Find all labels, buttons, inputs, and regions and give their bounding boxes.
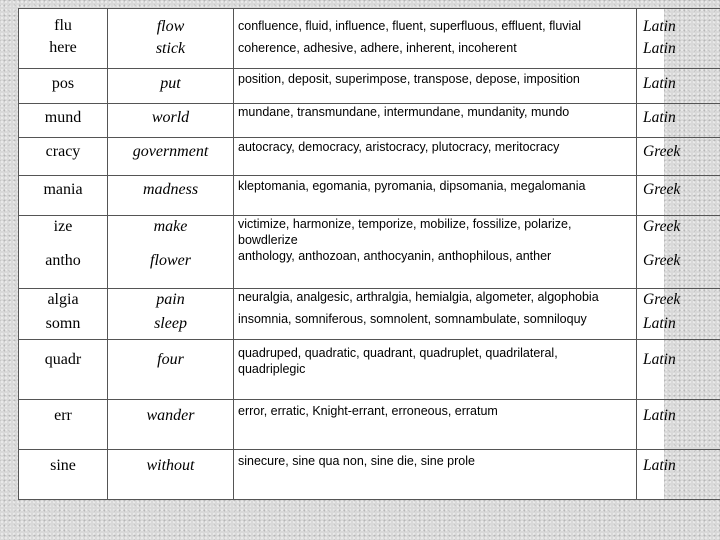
examples-text: insomnia, somniferous, somnolent, somnambulate, somniloquy (238, 312, 587, 326)
meaning-text: madness (142, 181, 199, 198)
root-cell (19, 450, 108, 500)
table-row (19, 289, 720, 340)
meaning-cell (108, 289, 234, 340)
root-text: quadr (44, 351, 82, 368)
meaning-cell (108, 69, 234, 104)
origin-text: Latin (643, 75, 676, 92)
examples-text: autocracy, democracy, aristocracy, plutocracy, meritocracy (238, 140, 560, 154)
origin-text: Latin (643, 315, 676, 332)
root-cell (19, 9, 108, 69)
meaning-text: without (146, 457, 195, 474)
meaning-text: government (132, 143, 209, 160)
root-text: cracy (45, 143, 81, 160)
origin-cell (637, 176, 720, 216)
origin-text: Latin (643, 40, 676, 57)
origin-text: Greek (643, 218, 681, 235)
origin-text: Latin (643, 407, 676, 424)
root-text: here (49, 39, 77, 56)
origin-text: Greek (643, 143, 681, 160)
root-cell (19, 400, 108, 450)
root-cell (19, 104, 108, 138)
word-roots-table-container (18, 8, 681, 500)
table-row (19, 450, 720, 500)
table-row (19, 176, 720, 216)
meaning-text: flow (156, 18, 185, 35)
examples-text: position, deposit, superimpose, transpose, depose, imposition (238, 72, 580, 86)
examples-cell (234, 289, 637, 340)
meaning-cell (108, 176, 234, 216)
examples-text: quadriplegic (238, 362, 306, 376)
origin-cell (637, 138, 720, 176)
origin-text: Latin (643, 109, 676, 126)
root-cell (19, 340, 108, 400)
root-text: mania (43, 181, 83, 198)
meaning-text: make (153, 218, 188, 235)
meaning-text: stick (155, 40, 186, 57)
examples-cell (234, 340, 637, 400)
root-text: pos (51, 75, 75, 92)
examples-text: neuralgia, analgesic, arthralgia, hemialgia, algometer, algophobia (238, 290, 599, 304)
root-text: err (54, 407, 72, 424)
examples-cell (234, 104, 637, 138)
table-row (19, 104, 720, 138)
examples-text: coherence, adhesive, adhere, inherent, incoherent (238, 41, 517, 55)
meaning-text: flower (150, 252, 191, 269)
origin-text: Greek (643, 252, 681, 269)
table-row (19, 400, 720, 450)
word-roots-table (18, 8, 720, 500)
examples-cell (234, 400, 637, 450)
root-text: antho (45, 252, 81, 269)
origin-cell (637, 340, 720, 400)
origin-text: Latin (643, 18, 676, 35)
meaning-cell (108, 216, 234, 289)
root-text: sine (50, 457, 76, 474)
table-row (19, 216, 720, 289)
origin-cell (637, 9, 720, 69)
meaning-text: four (157, 351, 184, 368)
table-row (19, 69, 720, 104)
examples-cell (234, 176, 637, 216)
root-cell (19, 289, 108, 340)
meaning-text: world (151, 109, 190, 126)
meaning-cell (108, 400, 234, 450)
origin-cell (637, 400, 720, 450)
meaning-text: put (160, 75, 181, 92)
examples-text: victimize, harmonize, temporize, mobilize, fossilize, polarize, (238, 217, 572, 231)
examples-cell (234, 69, 637, 104)
examples-cell (234, 216, 637, 289)
origin-text: Greek (643, 181, 681, 198)
root-cell (19, 69, 108, 104)
meaning-text: sleep (154, 315, 187, 332)
examples-text: confluence, fluid, influence, fluent, superfluous, effluent, fluvial (238, 19, 582, 33)
meaning-cell (108, 340, 234, 400)
meaning-cell (108, 9, 234, 69)
origin-cell (637, 289, 720, 340)
origin-cell (637, 69, 720, 104)
examples-text: sinecure, sine qua non, sine die, sine prole (238, 454, 475, 468)
meaning-cell (108, 450, 234, 500)
meaning-cell (108, 104, 234, 138)
origin-cell (637, 216, 720, 289)
table-row (19, 9, 720, 69)
root-cell (19, 216, 108, 289)
origin-cell (637, 104, 720, 138)
meaning-text: pain (156, 291, 185, 308)
examples-text: bowdlerize (238, 233, 298, 247)
root-cell (19, 176, 108, 216)
meaning-cell (108, 138, 234, 176)
root-text: ize (53, 218, 73, 235)
origin-cell (637, 450, 720, 500)
root-text: mund (44, 109, 82, 126)
meaning-text: wander (146, 407, 195, 424)
examples-cell (234, 138, 637, 176)
table-row (19, 138, 720, 176)
examples-text: error, erratic, Knight-errant, erroneous, erratum (238, 404, 498, 418)
origin-text: Greek (643, 291, 681, 308)
examples-cell (234, 450, 637, 500)
root-text: somn (45, 315, 81, 332)
examples-text: quadruped, quadratic, quadrant, quadruplet, quadrilateral, (238, 346, 558, 360)
table-row (19, 340, 720, 400)
origin-text: Latin (643, 351, 676, 368)
root-text: algia (47, 291, 79, 308)
examples-text: anthology, anthozoan, anthocyanin, anthophilous, anther (238, 249, 552, 263)
root-text: flu (54, 17, 72, 34)
examples-text: kleptomania, egomania, pyromania, dipsomania, megalomania (238, 179, 586, 193)
root-cell (19, 138, 108, 176)
examples-cell (234, 9, 637, 69)
examples-text: mundane, transmundane, intermundane, mundanity, mundo (238, 105, 570, 119)
origin-text: Latin (643, 457, 676, 474)
